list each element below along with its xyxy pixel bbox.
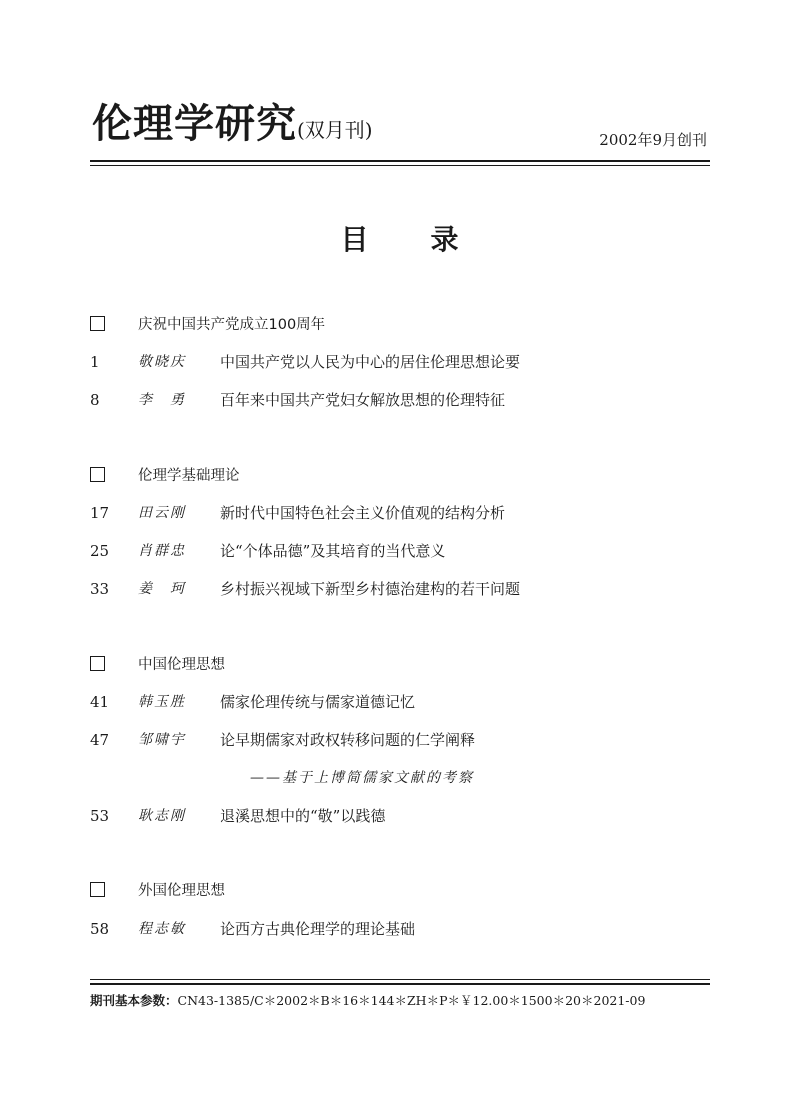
entry-title: 论早期儒家对政权转移问题的仁学阐释 xyxy=(220,731,476,749)
params-value: CN43-1385/C＊2002＊B＊16＊144＊ZH＊P＊￥12.00＊1500＊20＊2021-09 xyxy=(177,993,646,1008)
entry-page: 8 xyxy=(90,391,100,409)
toc-title-char-2: 录 xyxy=(430,223,459,256)
section-name: 外国伦理思想 xyxy=(138,883,225,899)
entry-page: 47 xyxy=(90,731,110,749)
entry-title: 乡村振兴视域下新型乡村德治建构的若干问题 xyxy=(220,580,521,598)
entry-page: 33 xyxy=(90,580,110,598)
entry-subtitle: ——基于上博简儒家文献的考察 xyxy=(250,770,474,786)
section-name: 中国伦理思想 xyxy=(138,657,225,673)
section-name: 庆祝中国共产党成立100周年 xyxy=(138,317,326,333)
entry-title: 中国共产党以人民为中心的居住伦理思想论要 xyxy=(220,353,521,371)
entry-author: 敬晓庆 xyxy=(138,354,186,370)
journal-title-text: 伦理学研究 xyxy=(92,100,297,147)
section-header xyxy=(90,653,225,676)
entry-page: 17 xyxy=(90,504,110,522)
checkbox-square-icon xyxy=(90,656,105,671)
entry-page: 1 xyxy=(90,353,100,371)
entry-page: 53 xyxy=(90,807,110,825)
entry-title: 新时代中国特色社会主义价值观的结构分析 xyxy=(220,504,506,522)
entry-title: 百年来中国共产党妇女解放思想的伦理特征 xyxy=(220,391,506,409)
journal-subtitle: (双月刊) xyxy=(297,118,373,142)
entry-page: 25 xyxy=(90,542,110,560)
section-header xyxy=(90,313,325,336)
entry-title: 儒家伦理传统与儒家道德记忆 xyxy=(220,693,416,711)
checkbox-square-icon xyxy=(90,882,105,897)
header-rule-thick xyxy=(90,160,710,162)
entry-author: 程志敏 xyxy=(138,921,186,937)
entry-page: 58 xyxy=(90,920,110,938)
section-header xyxy=(90,464,240,487)
header-rule-thin xyxy=(90,165,710,166)
section-header xyxy=(90,879,225,902)
entry-author: 邹啸宇 xyxy=(138,732,186,748)
journal-parameters xyxy=(90,992,645,1010)
journal-title xyxy=(92,100,373,154)
entry-author: 肖群忠 xyxy=(138,543,186,559)
entry-page: 41 xyxy=(90,693,110,711)
entry-title: 退溪思想中的“敬”以践德 xyxy=(220,807,386,825)
entry-author: 韩玉胜 xyxy=(138,694,186,710)
checkbox-square-icon xyxy=(90,467,105,482)
footer-rule-thick xyxy=(90,983,710,985)
toc-title xyxy=(0,222,799,258)
entry-author: 耿志刚 xyxy=(138,808,186,824)
entry-author: 田云刚 xyxy=(138,505,186,521)
entry-title: 论西方古典伦理学的理论基础 xyxy=(220,920,416,938)
footer-rule-thin xyxy=(90,979,710,980)
checkbox-square-icon xyxy=(90,316,105,331)
params-label: 期刊基本参数： xyxy=(90,993,178,1008)
section-name: 伦理学基础理论 xyxy=(138,468,240,484)
entry-author: 姜 珂 xyxy=(138,581,186,597)
entry-title: 论“个体品德”及其培育的当代意义 xyxy=(220,542,446,560)
entry-author: 李 勇 xyxy=(138,392,186,408)
toc-title-char-1: 目 xyxy=(340,223,369,256)
founded-date: 2002年9月创刊 xyxy=(599,131,707,149)
